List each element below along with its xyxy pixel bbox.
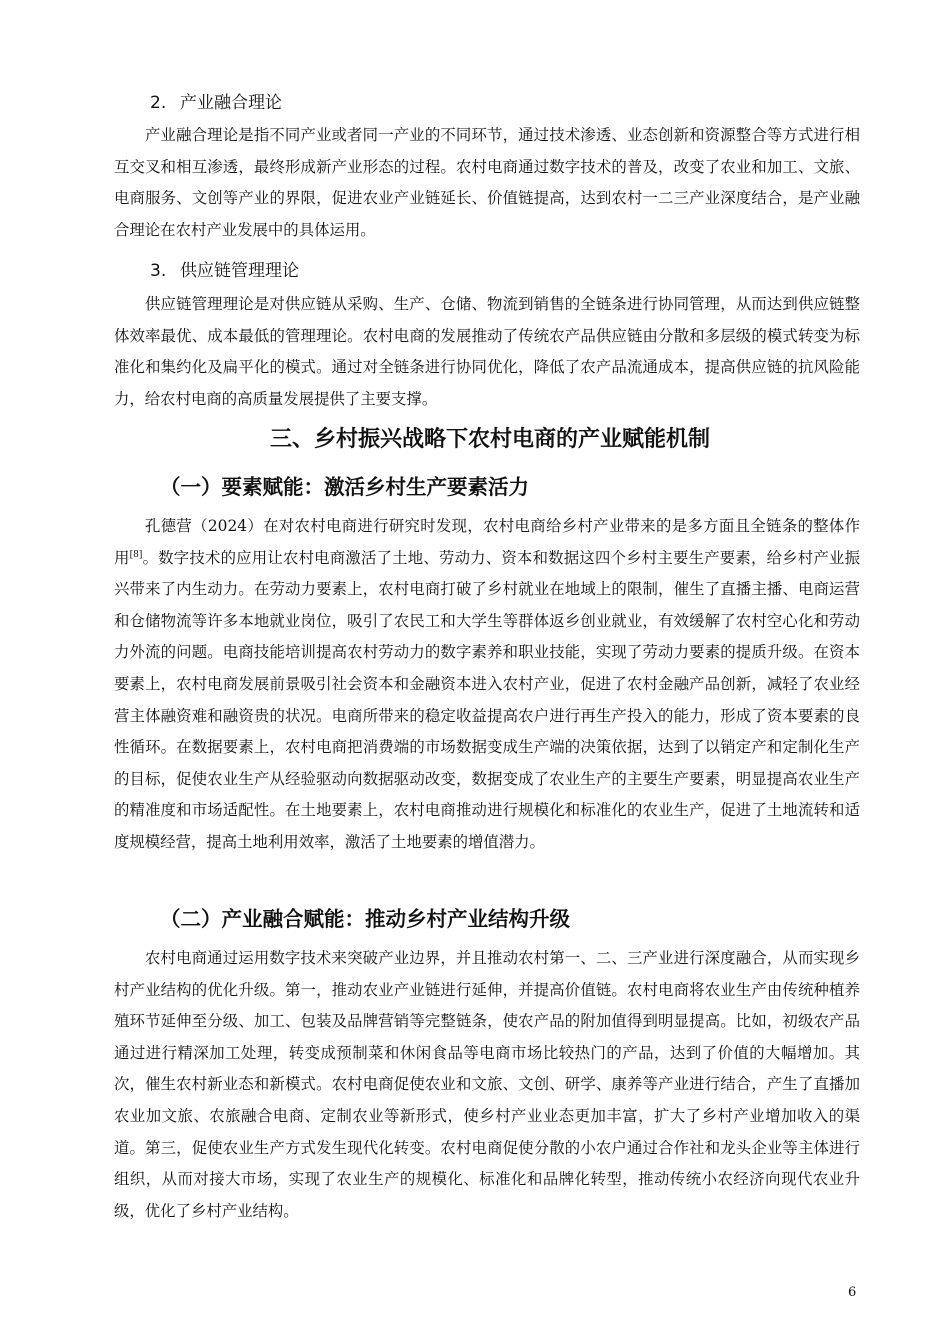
subheading-number: 2. [150,93,167,113]
paragraph-text-part1: 孔德营（2024）在对农村电商进行研究时发现，农村电商给乡村产业带来的是多方面且全链条的整体作用 [114,517,860,567]
subheading-supply-chain [150,260,299,282]
subheading-number: 3. [150,261,167,281]
paragraph-industry-integration-empowerment: 农村电商通过运用数字技术来突破产业边界，并且推动农村第一、二、三产业进行深度融合，从而实现乡村产业结构的优化升级。第一，推动农业产业链进行延伸，并提高价值链。农村电商将农业生产由传统种植养殖环节延伸至分级、加工、包装及品牌营销等完整链条，使农产品的附加值得到明显提高。比如，初级农产品通过进行精深加工处理，转变成预制菜和休闲食品等电商市场比较热门的产品，达到了价值的大幅增加。其次，催生农村新业态和新模式。农村电商促使农业和文旅、文创、研学、康养等产业进行结合，产生了直播加农业加文旅、农旅融合电商、定制农业等新形式，使乡村产业业态更加丰富，扩大了乡村产业增加收入的渠道。第三，促使农业生产方式发生现代化转变。农村电商促使分散的小农户通过合作社和龙头企业等主体进行组织，从而对接大市场，实现了农业生产的规模化、标准化和品牌化转型，推动传统小农经济向现代农业升级，优化了乡村产业结构。 [114,949,860,1220]
subheading-industry-integration [150,92,282,114]
page-number: 6 [848,1285,857,1300]
citation-reference: [8] [129,549,143,560]
subheading-title: 产业融合理论 [180,93,282,113]
paragraph-text-part2: 。数字技术的应用让农村电商激活了土地、劳动力、资本和数据这四个乡村主要生产要素，给乡村产业振兴带来了内生动力。在劳动力要素上，农村电商打破了乡村就业在地域上的限制，催生了直播主播、电商运营和仓储物流等许多本地就业岗位，吸引了农民工和大学生等群体返乡创业就业，有效缓解了农村空心化和劳动力外流的问题。电商技能培训提高农村劳动力的数字素养和职业技能，实现了劳动力要素的提质升级。在资本要素上，农村电商发展前景吸引社会资本和金融资本进入农村产业，促进了农村金融产品创新，减轻了农业经营主体融资难和融资贵的状况。电商所带来的稳定收益提高农户进行再生产投入的能力，形成了资本要素的良性循环。在数据要素上，农村电商把消费端的市场数据变成生产端的决策依据，达到了以销定产和定制化生产的目标，促使农业生产从经验驱动向数据驱动改变，数据变成了农业生产的主要生产要素，明显提高农业生产的精准度和市场适配性。在土地要素上，农村电商推动进行规模化和标准化的农业生产，促进了土地流转和适度规模经营，提高土地利用效率，激活了土地要素的增值潜力。 [114,548,860,851]
paragraph-supply-chain: 供应链管理理论是对供应链从采购、生产、仓储、物流到销售的全链条进行协同管理，从而达到供应链整体效率最优、成本最低的管理理论。农村电商的发展推动了传统农产品供应链由分散和多层级的模式转变为标准化和集约化及扁平化的模式。通过对全链条进行协同优化，降低了农产品流通成本，提高供应链的抗风险能力，给农村电商的高质量发展提供了主要支撑。 [114,295,860,408]
paragraph-factor-empowerment [114,511,860,859]
subheading-title: 供应链管理理论 [180,261,299,281]
chapter-title: 三、乡村振兴战略下农村电商的产业赋能机制 [269,427,710,452]
subsection-title-factor-empowerment: （一）要素赋能：激活乡村生产要素活力 [160,475,529,499]
subsection-title-industry-integration-empowerment: （二）产业融合赋能：推动乡村产业结构升级 [160,907,570,931]
paragraph-industry-integration: 产业融合理论是指不同产业或者同一产业的不同环节，通过技术渗透、业态创新和资源整合等方式进行相互交叉和相互渗透，最终形成新产业形态的过程。农村电商通过数字技术的普及，改变了农业和加工、文旅、电商服务、文创等产业的界限，促进农业产业链延长、价值链提高，达到农村一二三产业深度结合，是产业融合理论在农村产业发展中的具体运用。 [114,126,860,239]
